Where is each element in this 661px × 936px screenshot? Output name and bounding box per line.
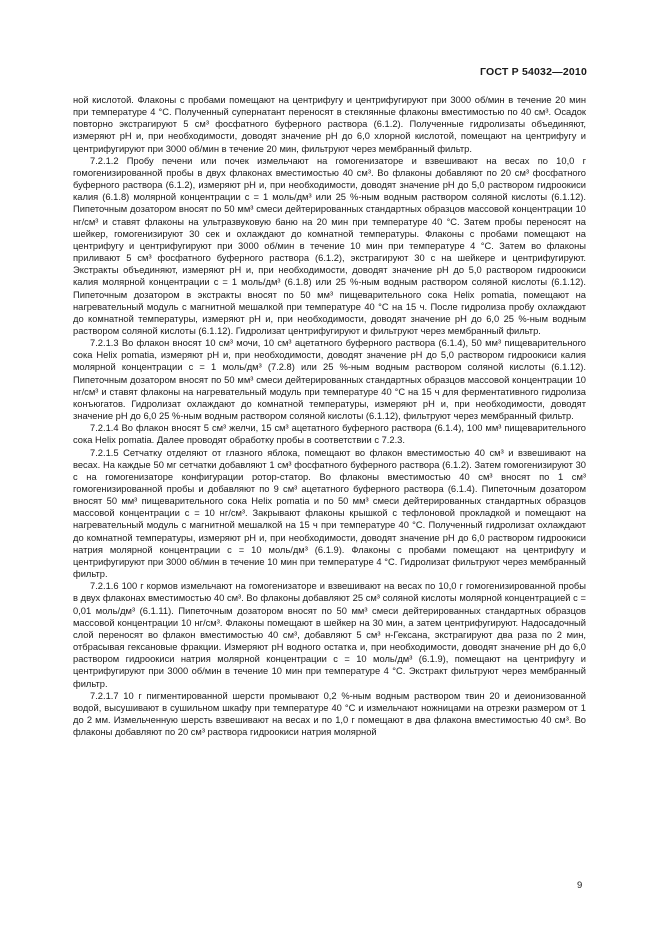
body-text: [73, 94, 586, 738]
paragraph-7-2-1-6: 7.2.1.6 100 г кормов измельчают на гомогенизаторе и взвешивают на весах по 10,0 г гомогенизированной пробы в двух флаконах вместимостью 40 см³. Во флаконы добавляют 25 см³ соляной кислоты молярной концентрацией с = 0,01 моль/дм³ (6.1.11). Пипеточным дозатором вносят по 50 мм³ смеси дейтерированных стандартных образцов массовой концентрации 10 нг/см³. Флаконы помещают в шейкер на 30 мин, а затем центрифугируют. Надосадочный слой переносят во флакон вместимостью 40 см³, добавляют 5 см³ н-Гексана, экстрагируют два раза по 2 мин, отбрасывая гексановые фракции. Измеряют рН водного остатка и, при необходимости, доводят значение рН до 6,0 раствором гидроокиси натрия молярной концентрации с = 10 моль/дм³ (6.1.9), помещают на центрифугу и центрифугируют при 3000 об/мин в течение 10 мин при температуре 4 °С. Экстракт фильтруют через мембранный фильтр.: [73, 581, 586, 689]
standard-designation: ГОСТ Р 54032—2010: [479, 66, 587, 78]
paragraph-7-2-1-4: 7.2.1.4 Во флакон вносят 5 см³ желчи, 15 см³ ацетатного буферного раствора (6.1.4), 100 мм³ пищеварительного сока Helix pomatia. Далее проводят обработку пробы в соответствии с 7.2.3.: [73, 423, 586, 446]
page-number: 9: [577, 880, 583, 891]
paragraph-7-2-1-7: 7.2.1.7 10 г пигментированной шерсти промывают 0,2 %-ным водным раствором твин 20 и деионизованной водой, высушивают в сушильном шкафу при температуре 40 °С и измельчают ножницами на отрезки размером от 1 до 2 мм. Измельченную шерсть взвешивают на весах и по 1,0 г помещают в два флакона вместимостью 40 см³. Во флаконы добавляют по 20 см³ раствора гидроокиси натрия молярной: [73, 690, 586, 738]
paragraph-continuation: ной кислотой. Флаконы с пробами помещают на центрифугу и центрифугируют при 3000 об/мин в течение 20 мин при температуре 4 °С. Полученный супернатант переносят в стеклянные флаконы вместимостью по 40 см³. Осадок повторно экстрагируют 5 см³ фосфатного буферного раствора (6.1.2). Полученные гидролизаты объединяют, измеряют рН и, при необходимости, доводят значение рН до 6,0 хлорной кислотой, помещают на центрифугу и центрифугируют при 3000 об/мин в течение 20 мин, фильтруют через мембранный фильтр.: [73, 95, 586, 154]
paragraph-7-2-1-2: 7.2.1.2 Пробу печени или почек измельчают на гомогенизаторе и взвешивают на весах по 10,0 г гомогенизированной пробы в двух флаконах вместимостью 40 см³. Во флаконы добавляют по 20 см³ фосфатного буферного раствора (6.1.2), измеряют рН и, при необходимости, доводят значение рН до 5,0 раствором гидроокиси калия (6.1.8) молярной концентрации с = 1 моль/дм³ или 25 %-ным водным раствором соляной кислоты (6.1.12). Пипеточным дозатором вносят по 50 мм³ смеси дейтерированных стандартных образцов массовой концентрации 10 нг/см³ и ставят флаконы на ультразвуковую баню на 20 мин при температуре 40 °С. Затем пробы переносят на шейкер, гомогенизируют 30 сек и охлаждают до комнатной температуры. Флаконы с пробами помещают на центрифугу и центрифугируют при 3000 об/мин в течение 10 мин при температуре 4 °С. Затем во флаконы приливают 5 см³ фосфатного буферного раствора (6.1.2), экстрагируют 30 с на шейкере и центрифугируют. Экстракты объединяют, измеряют рН и, при необходимости, доводят значение рН до 5,0 раствором гидроокиси калия молярной концентрации с = 1 моль/дм³ (6.1.8) или 25 %-ным водным раствором соляной кислоты (6.1.12). Пипеточным дозатором в экстракты вносят по 50 мм³ пищеварительного сока Helix pomatia, помещают на нагревательный модуль с магнитной мешалкой при температуре 40 °С на 15 ч. После гидролиза пробу охлаждают до комнатной температуры, измеряют рН и, при необходимости, доводят значение рН до 6,0 25 %-ным водным раствором соляной кислоты (6.1.12). Гидролизат центрифугируют и фильтруют через мембранный фильтр.: [73, 155, 586, 336]
paragraph-7-2-1-3: 7.2.1.3 Во флакон вносят 10 см³ мочи, 10 см³ ацетатного буферного раствора (6.1.4), 50 мм³ пищеварительного сока Helix pomatia, измеряют рН и, при необходимости, доводят значение рН до 5,0 раствором гидроокиси калия молярной концентрации с = 1 моль/дм³ (7.2.8) или 25 %-ным водным раствором соляной кислоты (6.1.12). Пипеточным дозатором вносят по 50 мм³ смеси дейтерированных стандартных образцов массовой концентрации 10 нг/см³ и ставят флаконы на нагревательный модуль при температуре 40 °С на 15 ч для ферментативного гидролиза конъюгатов. Гидролизат охлаждают до комнатной температуры, измеряют рН и, при необходимости, доводят значение рН до 6,0 25 %-ным водным раствором соляной кислоты (6.1.12), фильтруют через мембранный фильтр.: [73, 338, 586, 422]
paragraph-7-2-1-5: 7.2.1.5 Сетчатку отделяют от глазного яблока, помещают во флакон вместимостью 40 см³ и взвешивают на весах. На каждые 50 мг сетчатки добавляют 1 см³ фосфатного буферного раствора (6.1.2). Затем гомогенизируют 30 с на гомогенизаторе конфигурации ротор-статор. Во флаконы вместимостью 40 см³ вносят по 1 см³ гомогенизированной пробы и добавляют по 9 см³ ацетатного буферного раствора (6.1.4). Пипеточным дозатором вносят 50 мм³ пищеварительного сока Helix pomatia и по 50 мм³ смеси дейтерированных стандартных образцов массовой концентрации с = 10 нг/см³. Закрывают флаконы крышкой с тефлоновой прокладкой и помещают на нагревательный модуль с магнитной мешалкой на 15 ч при температуре 40 °С. Полученный гидролизат охлаждают до комнатной температуры, измеряют рН и, при необходимости, доводят значение рН до 6,0 раствором гидроокиси натрия молярной концентрации с = 10 моль/дм³ (6.1.9). Флаконы с пробами помещают на центрифугу и центрифугируют при 3000 об/мин в течение 10 мин при температуре 4 °С. Гидролизат фильтруют через мембранный фильтр.: [73, 447, 586, 580]
